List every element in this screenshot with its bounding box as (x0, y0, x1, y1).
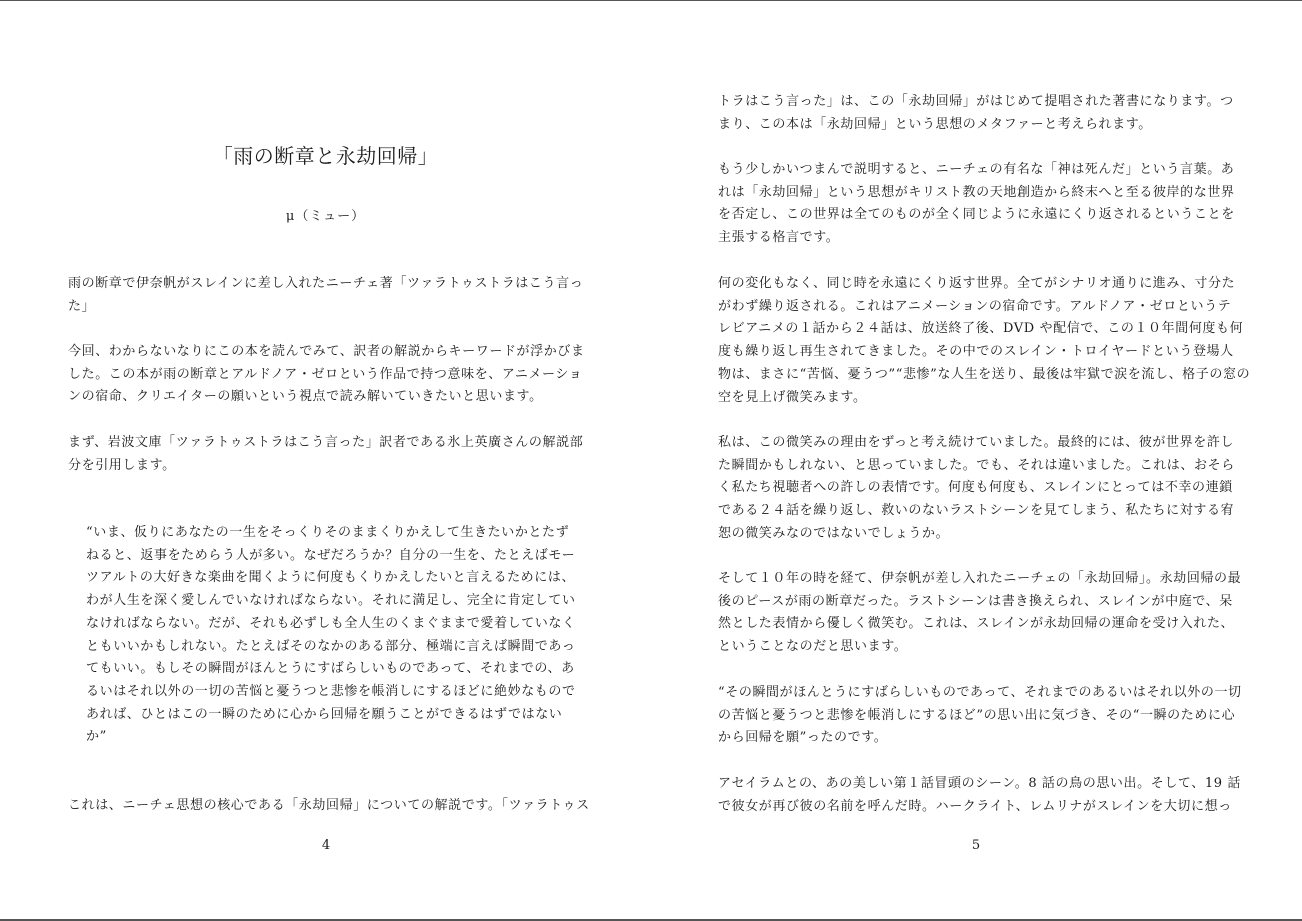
quote-line: るいはそれ以外の一切の苦悩と憂うつと悲惨を帳消しにするほどに絶妙なもので (86, 683, 576, 699)
text-line: を否定し、この世界は全てのものが全く同じように永遠にくり返されるということを (718, 207, 1235, 223)
quote-line: あれば、ひとはこの一瞬のために心から回帰を願うことができるはずではない (86, 706, 563, 722)
text-line: “その瞬間がほんとうにすばらしいものであって、それまでのあるいはそれ以外の一切 (718, 685, 1242, 700)
text-line: 雨の断章で伊奈帆がスレインに差し入れたニーチェ著「ツァラトゥストラはこう言っ (68, 276, 584, 291)
text-line: まり、この本は「永劫回帰」という思想のメタファーと考えられます。 (718, 116, 1152, 132)
text-line: そして１０年の時を経て、伊奈帆が差し入れたニーチェの「永劫回帰」。永劫回帰の最 (718, 571, 1242, 586)
paragraph (718, 159, 1248, 250)
text-line: 主張する格言です。 (718, 230, 840, 246)
quote-line: ともいいかもしれない。たとえばそのなかのある部分、極端に言えば瞬間であっ (86, 638, 576, 654)
paragraph (68, 273, 588, 318)
paragraph (718, 682, 1248, 750)
paragraph (68, 341, 588, 409)
quote-line: てもいい。もしその瞬間がほんとうにすばらしいものであって、それまでの、あ (86, 661, 575, 677)
text-line: 空を見上げ微笑みます。 (718, 389, 867, 405)
text-line: 分を引用します。 (68, 457, 176, 473)
quote-line: ねると、返事をためらう人が多い。なぜだろうか？自分の一生を、たとえばモー (86, 547, 576, 563)
text-line: 何の変化もなく、同じ時を永遠にくり返す世界。全てがシナリオ通りに進み、寸分た (718, 276, 1236, 291)
text-line: もう少しかいつまんで説明すると、ニーチェの有名な「神は死んだ」という言葉。あ (718, 162, 1235, 177)
author-name: μ（ミュー） (285, 209, 366, 224)
text-line: これは、ニーチェ思想の核心である「永劫回帰」についての解説です。「ツァラトゥス (68, 798, 590, 813)
text-line: ンの宿命、クリエイターの願いという視点で読み解いていきたいと思います。 (68, 389, 543, 405)
text-line: く私たち視聴者への許しの表情です。何度も何度も、スレインにとっては不幸の連鎖 (718, 480, 1233, 496)
text-line: レビアニメの１話から２４話は、放送終了後、DVD や配信で、この１０年間何度も何 (718, 321, 1244, 337)
paragraph (718, 273, 1251, 409)
text-line: した。この本が雨の断章とアルドノア・ゼロという作品で持つ意味を、アニメーショ (68, 366, 583, 382)
quote-line: か” (86, 729, 107, 745)
text-line: ということなのだと思います。 (718, 639, 908, 655)
text-line: の苦悩と憂うつと悲惨を帳消しにするほど”の思い出に気づき、その“一瞬のために心 (718, 707, 1236, 723)
paragraph (68, 432, 588, 477)
text-line: がわず繰り返される。これはアニメーションの宿命です。アルドノア・ゼロというテ (718, 298, 1232, 314)
text-line: から回帰を願”ったのです。 (718, 730, 888, 746)
paragraph (718, 432, 1248, 546)
text-line: 恕の微笑みなのではないでしょうか。 (718, 525, 950, 541)
text-line: た瞬間かもしれない、と思っていました。でも、それは違いました。これは、おそら (718, 457, 1235, 473)
document-title: 「雨の断章と永劫回帰」 (212, 144, 439, 168)
quote-line: なければならない。だが、それも必ずしも全人生のくまぐままで愛着していなく (86, 615, 576, 631)
page-number: 4 (321, 838, 331, 853)
block-quote (86, 522, 576, 749)
text-line: 私は、この微笑みの理由をずっと考え続けていました。最終的には、彼が世界を許し (718, 435, 1235, 450)
text-line: である２４話を繰り返し、救いのないラストシーンを見てしまう、私たちに対する宥 (718, 503, 1235, 519)
text-line: 後のピースが雨の断章だった。ラストシーンは書き換えられ、スレインが中庭で、呆 (718, 593, 1233, 609)
text-line: れは「永劫回帰」という思想がキリスト教の天地創造から終末へと至る彼岸的な世界 (718, 184, 1235, 200)
page-number: 5 (971, 838, 981, 853)
text-line: トラはこう言った」は、この「永劫回帰」がはじめて提唱された著書になります。つ (718, 94, 1234, 109)
quote-line: わが人生を深く愛しんでいなければならない。それに満足し、完全に肯定してい (86, 593, 576, 609)
paragraph (718, 568, 1248, 659)
paragraph (718, 91, 1248, 136)
text-line: 物は、まさに“苦悩、憂うつ”“悲惨”な人生を送り、最後は牢獄で涙を流し、格子の窓の (718, 366, 1251, 382)
text-line: 度も繰り返し再生されてきました。その中でのスレイン・トロイヤードという登場人 (718, 344, 1234, 360)
text-line: た」 (68, 298, 96, 314)
text-line: まず、岩波文庫「ツァラトゥストラはこう言った」訳者である氷上英廣さんの解説部 (68, 435, 584, 450)
quote-line: ツアルトの大好きな楽曲を聞くように何度もくりかえしたいと言えるためには、 (86, 570, 576, 586)
text-line: アセイラムとの、あの美しい第１話冒頭のシーン。8 話の鳥の思い出。そして、19 話 (718, 776, 1241, 791)
paragraph (718, 773, 1248, 818)
quote-line: “いま、仮りにあなたの一生をそっくりそのままくりかえして生きたいかとたず (86, 525, 570, 540)
text-line: で彼女が再び彼の名前を呼んだ時。ハークライト、レムリナがスレインを大切に想っ (718, 798, 1232, 814)
text-line: 今回、わからないなりにこの本を読んでみて、訳者の解説からキーワードが浮かびま (68, 344, 585, 359)
text-line: 然とした表情から優しく微笑む。これは、スレインが永劫回帰の運命を受け入れた、 (718, 616, 1235, 632)
paragraph (68, 795, 588, 818)
page-left (0, 0, 651, 919)
